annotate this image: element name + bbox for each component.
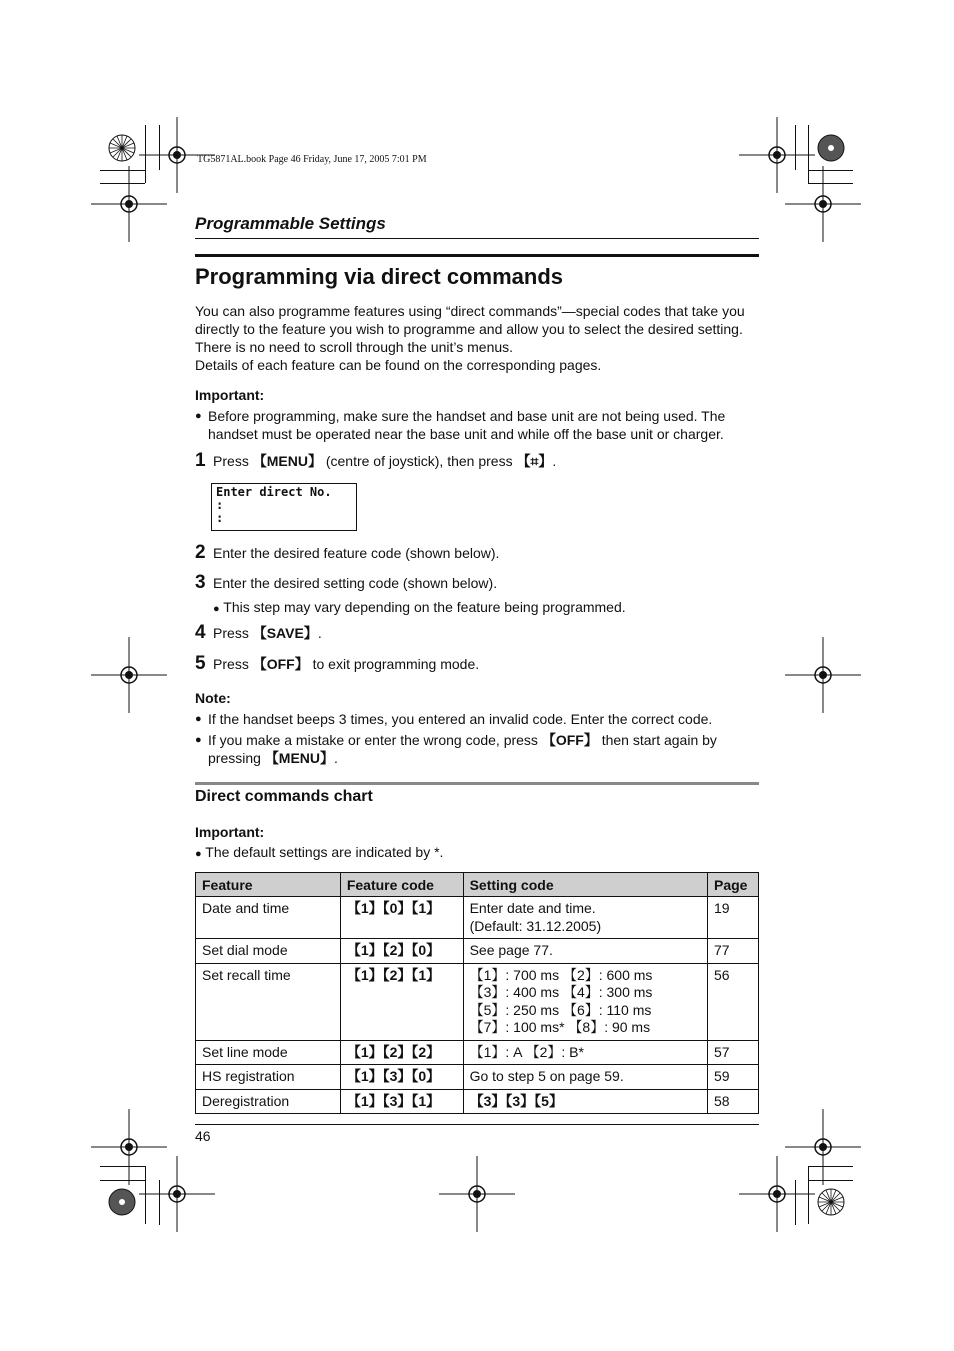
intro-line: You can also programme features using “direct commands”—special codes that take you <box>195 303 745 319</box>
important-bullet <box>195 407 765 443</box>
save-key: 【SAVE】 <box>252 625 318 641</box>
intro-line: directly to the feature you wish to programme and allow you to select the desired setting. <box>195 321 743 337</box>
table-row <box>196 897 759 939</box>
step-3 <box>195 572 497 594</box>
bullet-line: The default settings are indicated by *. <box>205 844 444 860</box>
bullet-line: Before programming, make sure the handset and base unit are not being used. The <box>208 408 726 424</box>
important-bullet-2 <box>195 843 443 863</box>
column-header: Setting code <box>463 873 707 897</box>
table-row <box>196 1040 759 1065</box>
step-3-sub <box>213 598 626 618</box>
page-title: Programming via direct commands <box>195 264 563 289</box>
setting-code-cell: 【3】【3】【5】 <box>463 1089 707 1114</box>
feature-code-cell: 【1】【2】【1】 <box>340 963 463 1040</box>
feature-cell: Set line mode <box>196 1040 341 1065</box>
lcd-display <box>211 483 357 531</box>
menu-key: 【MENU】 <box>264 750 335 766</box>
step-number: 5 <box>195 653 206 674</box>
setting-code-cell: Go to step 5 on page 59. <box>463 1065 707 1090</box>
feature-cell: HS registration <box>196 1065 341 1090</box>
step-text: Press 【OFF】 to exit programming mode. <box>213 656 480 672</box>
feature-cell: Date and time <box>196 897 341 939</box>
setting-code-cell: See page 77. <box>463 939 707 964</box>
intro-line: There is no need to scroll through the unit’s menus. <box>195 339 514 355</box>
chart-heading: Direct commands chart <box>195 788 373 805</box>
header-rule <box>195 238 759 239</box>
column-header: Page <box>708 873 759 897</box>
important-label: Important: <box>195 387 265 403</box>
table-header-row <box>196 873 759 897</box>
setting-code-cell: Enter date and time. (Default: 31.12.2005) <box>463 897 707 939</box>
bullet-icon: ● <box>195 713 202 725</box>
table-row <box>196 1089 759 1114</box>
note-bullet-1 <box>195 710 765 728</box>
setting-code-cell: 【1】: A 【2】: B* <box>463 1040 707 1065</box>
lcd-line: Enter direct No. <box>216 485 332 499</box>
step-5 <box>195 653 479 675</box>
menu-key: 【MENU】 <box>252 453 322 469</box>
feature-code-cell: 【1】【2】【0】 <box>340 939 463 964</box>
step-number: 1 <box>195 450 206 471</box>
off-key: 【OFF】 <box>541 732 598 748</box>
important-label-2: Important: <box>195 824 265 840</box>
step-text: Press 【SAVE】. <box>213 625 322 641</box>
lcd-line: : <box>216 511 224 525</box>
page-cell: 59 <box>708 1065 759 1090</box>
bullet-icon: ● <box>195 734 202 746</box>
crop-info: TG5871AL.book Page 46 Friday, June 17, 2005 7:01 PM <box>197 154 427 165</box>
chart-rule <box>195 782 759 785</box>
note-bullet-2 <box>195 731 765 767</box>
step-text: Enter the desired setting code (shown below). <box>213 575 498 591</box>
step-text: Enter the desired feature code (shown below). <box>213 545 500 561</box>
setting-code-cell: 【1】: 700 ms 【2】: 600 ms 【3】: 400 ms 【4】: 300 ms 【5】: 250 ms 【6】: 110 ms 【7】: 100 ms* 【8】: 90 ms <box>463 963 707 1040</box>
feature-code-cell: 【1】【2】【2】 <box>340 1040 463 1065</box>
step-number: 2 <box>195 542 206 563</box>
step-number: 3 <box>195 572 206 593</box>
intro-paragraph <box>195 302 765 374</box>
direct-commands-table <box>195 872 759 1114</box>
hash-key: 【⌗】 <box>516 453 553 469</box>
section-title: Programmable Settings <box>195 214 386 233</box>
step-1 <box>195 450 556 472</box>
page-cell: 58 <box>708 1089 759 1114</box>
page-cell: 57 <box>708 1040 759 1065</box>
bullet-line: handset must be operated near the base unit and while off the base unit or charger. <box>208 426 724 442</box>
page-cell: 77 <box>708 939 759 964</box>
feature-code-cell: 【1】【0】【1】 <box>340 897 463 939</box>
bullet-line: pressing 【MENU】. <box>208 750 338 766</box>
feature-cell: Deregistration <box>196 1089 341 1114</box>
feature-cell: Set recall time <box>196 963 341 1040</box>
step-2 <box>195 542 499 564</box>
note-label: Note: <box>195 690 231 706</box>
table-row <box>196 1065 759 1090</box>
bullet-line: If you make a mistake or enter the wrong code, press 【OFF】 then start again by <box>208 732 717 748</box>
page-number: 46 <box>195 1128 211 1144</box>
off-key: 【OFF】 <box>252 656 309 672</box>
feature-cell: Set dial mode <box>196 939 341 964</box>
bullet-line: If the handset beeps 3 times, you entered an invalid code. Enter the correct code. <box>208 711 713 727</box>
bullet-icon: ● <box>195 410 202 422</box>
table-row <box>196 963 759 1040</box>
title-rule <box>195 254 759 257</box>
bullet-icon: ● <box>195 848 202 860</box>
intro-line: Details of each feature can be found on the corresponding pages. <box>195 357 602 373</box>
column-header: Feature code <box>340 873 463 897</box>
table-row <box>196 939 759 964</box>
column-header: Feature <box>196 873 341 897</box>
feature-code-cell: 【1】【3】【0】 <box>340 1065 463 1090</box>
bullet-line: This step may vary depending on the feature being programmed. <box>223 599 626 615</box>
page-cell: 19 <box>708 897 759 939</box>
step-text: Press 【MENU】 (centre of joystick), then press 【⌗】. <box>213 453 557 469</box>
footer-rule <box>195 1124 759 1125</box>
lcd-line: : <box>216 498 224 512</box>
page-cell: 56 <box>708 963 759 1040</box>
step-number: 4 <box>195 622 206 643</box>
step-4 <box>195 622 322 644</box>
bullet-icon: ● <box>213 603 220 615</box>
feature-code-cell: 【1】【3】【1】 <box>340 1089 463 1114</box>
